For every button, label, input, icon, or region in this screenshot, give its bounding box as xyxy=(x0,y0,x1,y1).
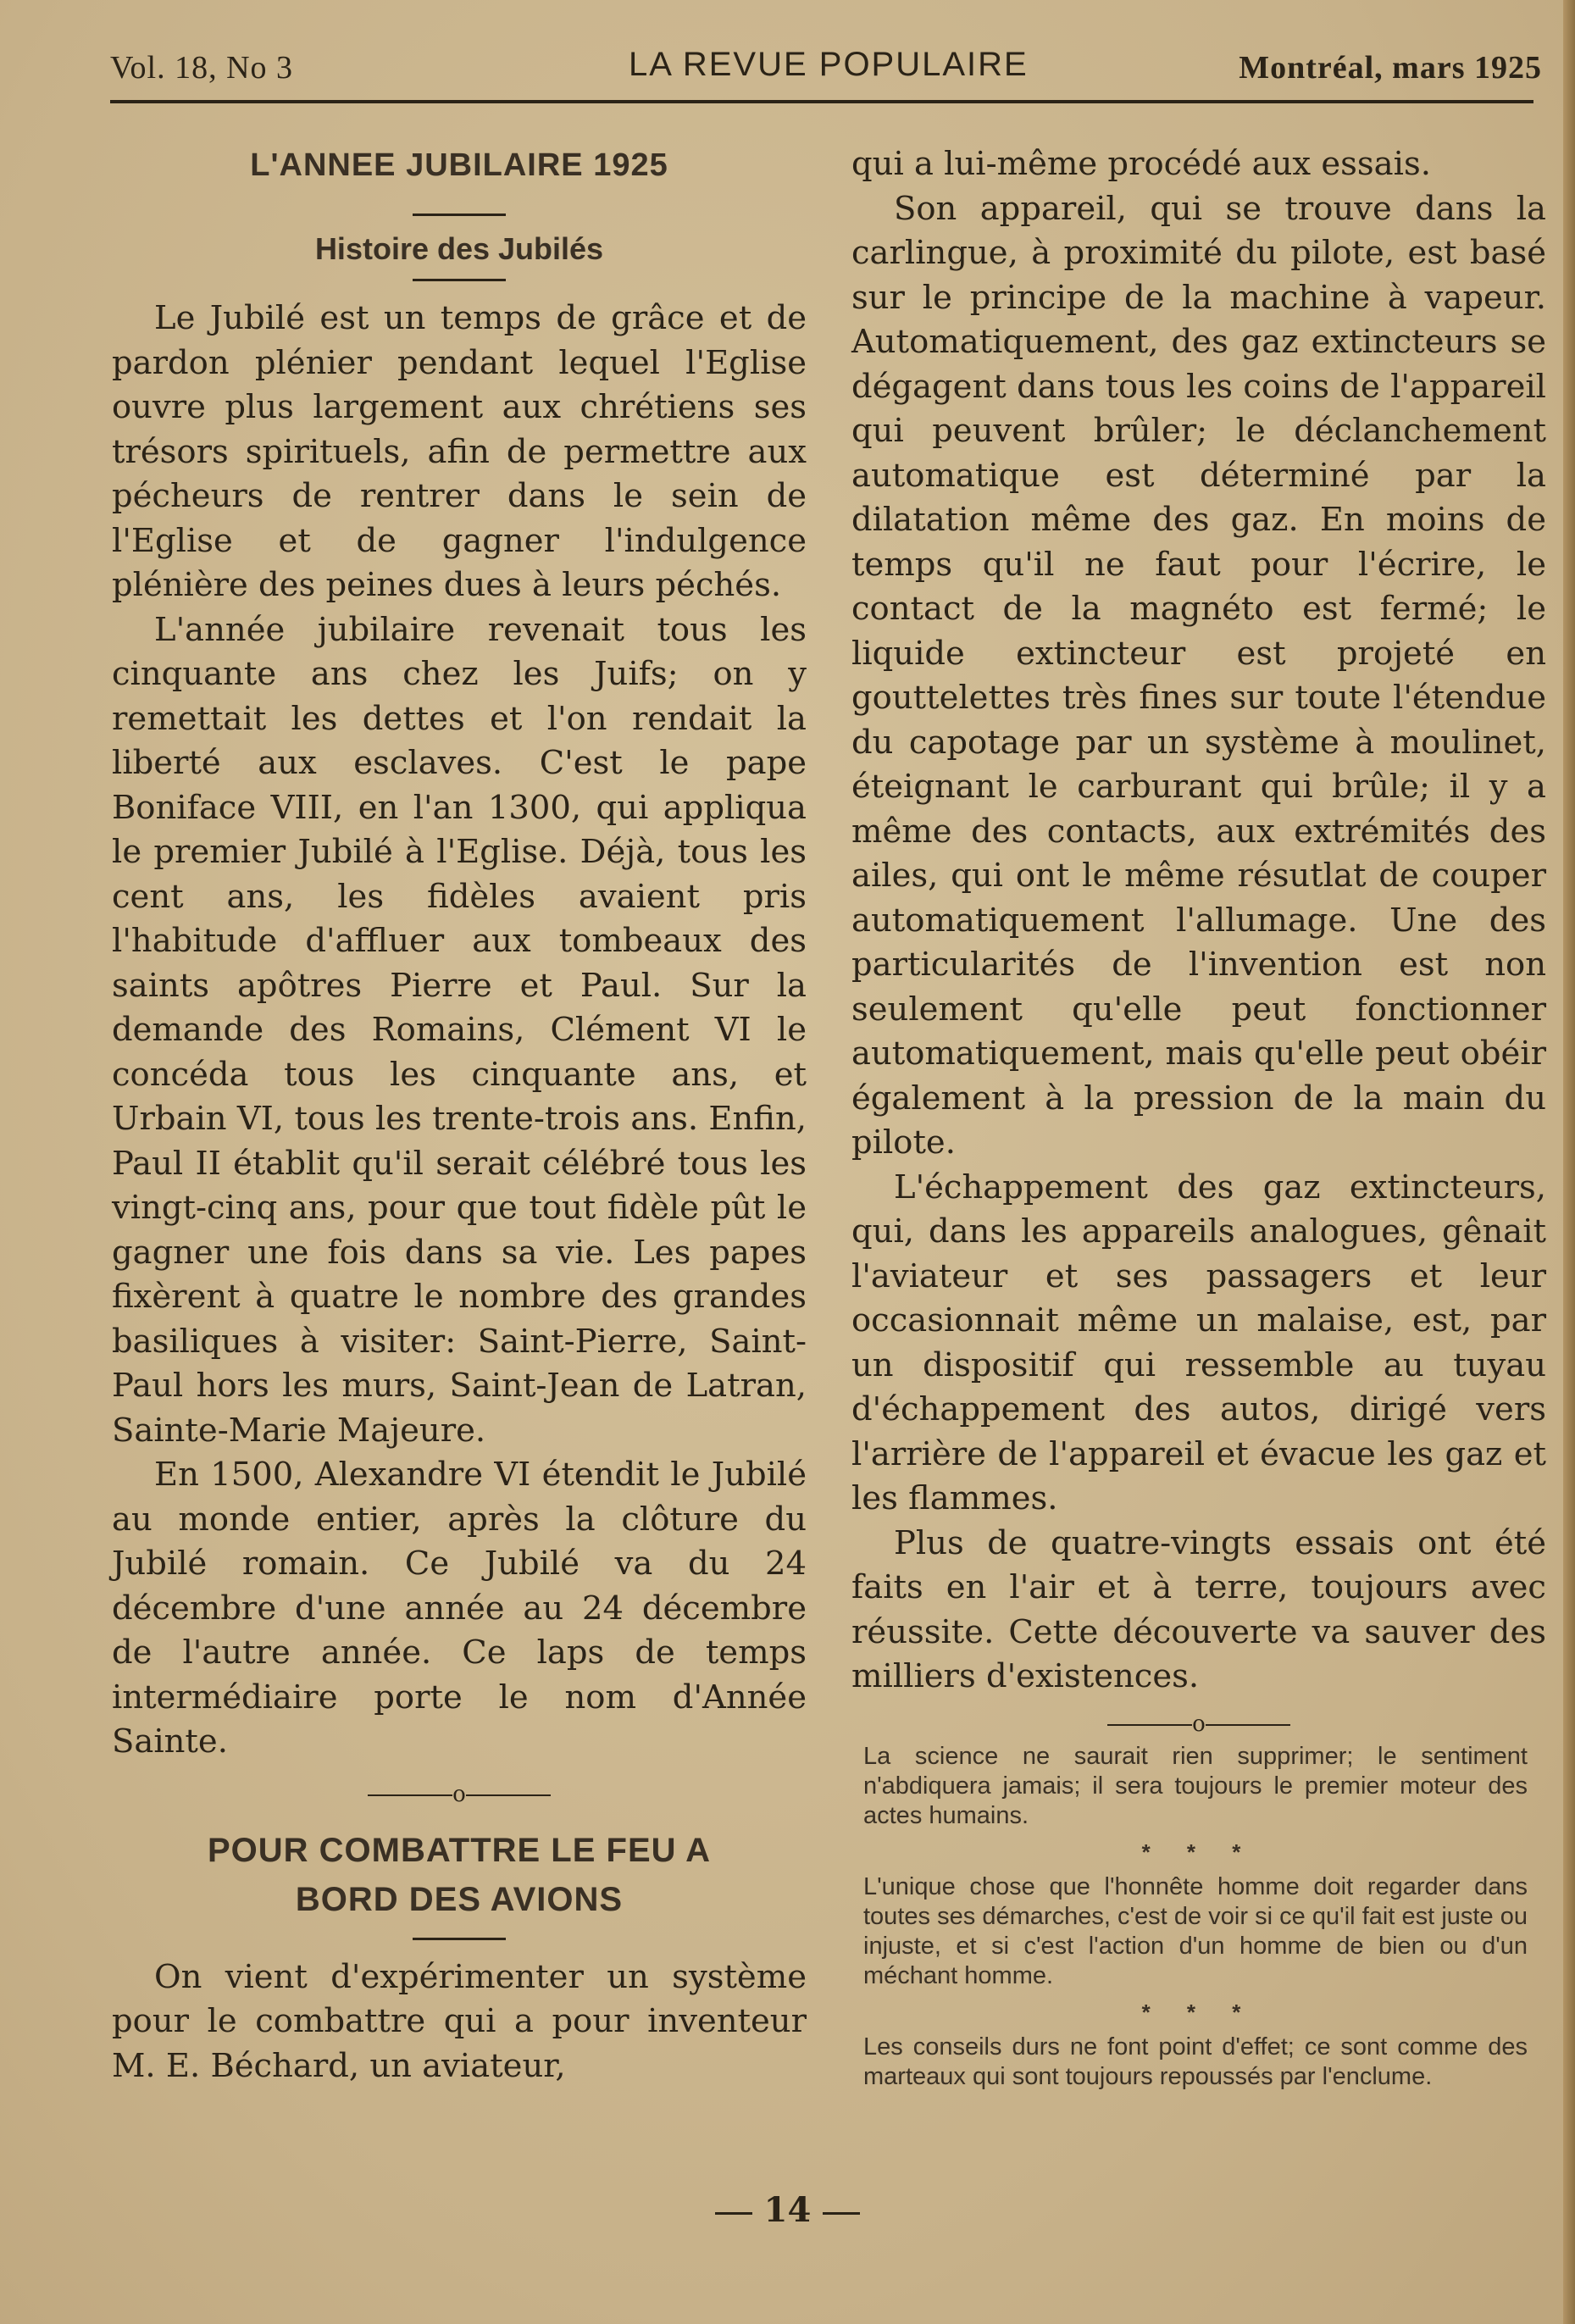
separator-mark: o xyxy=(452,1781,466,1807)
article1-paragraph: Le Jubilé est un temps de grâce et de pardon plénier pendant lequel l'Eglise ouvre plus largement aux chrétiens ses trésors spirituels, afin de permettre aux pécheurs de rentrer dans le sein de l'Eglise et de gagner l'indulgence plénière des peines dues à leurs péchés. xyxy=(112,299,807,604)
article2-paragraph: Plus de quatre-vingts essais ont été faits en l'air et à terre, toujours avec réussite. Cette découverte va sauver des milliers d'existences. xyxy=(851,1523,1546,1695)
title-dash xyxy=(413,214,506,216)
article1-title: L'ANNEE JUBILAIRE 1925 xyxy=(250,147,668,183)
section-separator xyxy=(112,1782,807,1807)
page-number-value: 14 xyxy=(763,2190,812,2230)
stars-divider: * * * xyxy=(1141,1999,1256,2025)
article1-paragraph: En 1500, Alexandre VI étendit le Jubilé au monde entier, après la clôture du Jubilé romain. Ce Jubilé va du 24 décembre d'une année au 24 décembre de l'autre année. Ce laps de temps intermédiaire porte le nom d'Année Sainte. xyxy=(112,1456,807,1761)
article1-paragraph: L'année jubilaire revenait tous les cinquante ans chez les Juifs; on y remettait les dettes et l'on rendait la liberté aux esclaves. C'est le pape Boniface VIII, en l'an 1300, qui appliqua le premier Jubilé à l'Eglise. Déjà, tous les cent ans, les fidèles avaient pris l'habitude d'affluer aux tombeaux des saints apôtres Pierre et Paul. Sur la demande des Romains, Clément VI le concéda tous les cinquante ans, et Urbain VI, tous les trente-trois ans. Enfin, Paul II établit qu'il serait célébré tous les vingt-cinq ans, pour que tout fidèle pût le gagner une fois dans sa vie. Les papes fixèrent à quatre le nombre des grandes basiliques à visiter: Saint-Pierre, Saint-Paul hors les murs, Saint-Jean de Latran, Sainte-Marie Majeure. xyxy=(112,610,807,1450)
running-header xyxy=(110,46,1542,92)
article2-paragraph: Son appareil, qui se trouve dans la carlingue, à proximité du pilote, est basé sur le principe de la machine à vapeur. Automatiquement, des gaz extincteurs se dégagent dans tous les coins de l'appareil qui peuvent brûler; le déclanchement automatique est déterminé par la dilatation même des gaz. En moins de temps qu'il ne faut pour l'écrire, le contact de la magnéto est fermé; le liquide extincteur est projeté en gouttelettes très fines sur toute l'étendue du capotage par un système à moulinet, éteignant le carburant qui brûle; il y a même des contacts, aux extrémités des ailes, qui ont le même résutlat de couper automatiquement l'allumage. Une des particularités de l'invention est non seulement qu'elle peut fonctionner automatiquement, mais qu'elle peut obéir également à la pression de la main du pilote. xyxy=(851,189,1546,1162)
volume-number: Vol. 18, No 3 xyxy=(110,50,294,86)
right-column xyxy=(851,142,1546,2092)
journal-title: LA REVUE POPULAIRE xyxy=(629,46,1029,83)
maxim: La science ne saurait rien supprimer; le sentiment n'abdiquera jamais; il sera toujours le premier moteur des actes humains. xyxy=(863,1742,1528,1829)
subtitle-dash xyxy=(413,279,506,281)
stars-divider: * * * xyxy=(1141,1839,1256,1865)
article2-paragraph: On vient d'expérimenter un système pour le combattre qui a pour inventeur M. E. Béchard, un aviateur, xyxy=(112,1957,807,2085)
page-edge xyxy=(1563,0,1575,2324)
page-number xyxy=(0,2190,1575,2230)
article2-dash xyxy=(413,1938,506,1940)
place-date: Montréal, mars 1925 xyxy=(1239,50,1542,86)
maxims-box xyxy=(851,1742,1546,2092)
article2-title-line2: BORD DES AVIONS xyxy=(295,1880,624,1918)
section-separator xyxy=(851,1711,1546,1737)
article1-subtitle: Histoire des Jubilés xyxy=(314,231,604,266)
article2-paragraph: L'échappement des gaz extincteurs, qui, dans les appareils analogues, gênait l'aviateur et ses passagers et leur occasionnait même un malaise, est, par un dispositif qui ressemble au tuyau d'échappement des autos, dirigé vers l'arrière de l'appareil et évacue les gaz et les flammes. xyxy=(851,1168,1546,1517)
header-rule xyxy=(110,100,1533,103)
maxim: Les conseils durs ne font point d'effet; ce sont comme des marteaux qui sont toujours repoussés par l'enclume. xyxy=(863,2033,1528,2090)
maxim: L'unique chose que l'honnête homme doit regarder dans toutes ses démarches, c'est de voir si ce qu'il fait est juste ou injuste, et si c'est l'action d'un homme de bien ou d'un méchant homme. xyxy=(863,1872,1528,1989)
article2-paragraph: qui a lui-même procédé aux essais. xyxy=(851,145,1431,183)
separator-mark: o xyxy=(1192,1711,1206,1737)
left-column xyxy=(112,136,807,2088)
article2-title-line1: POUR COMBATTRE LE FEU A xyxy=(207,1831,712,1869)
